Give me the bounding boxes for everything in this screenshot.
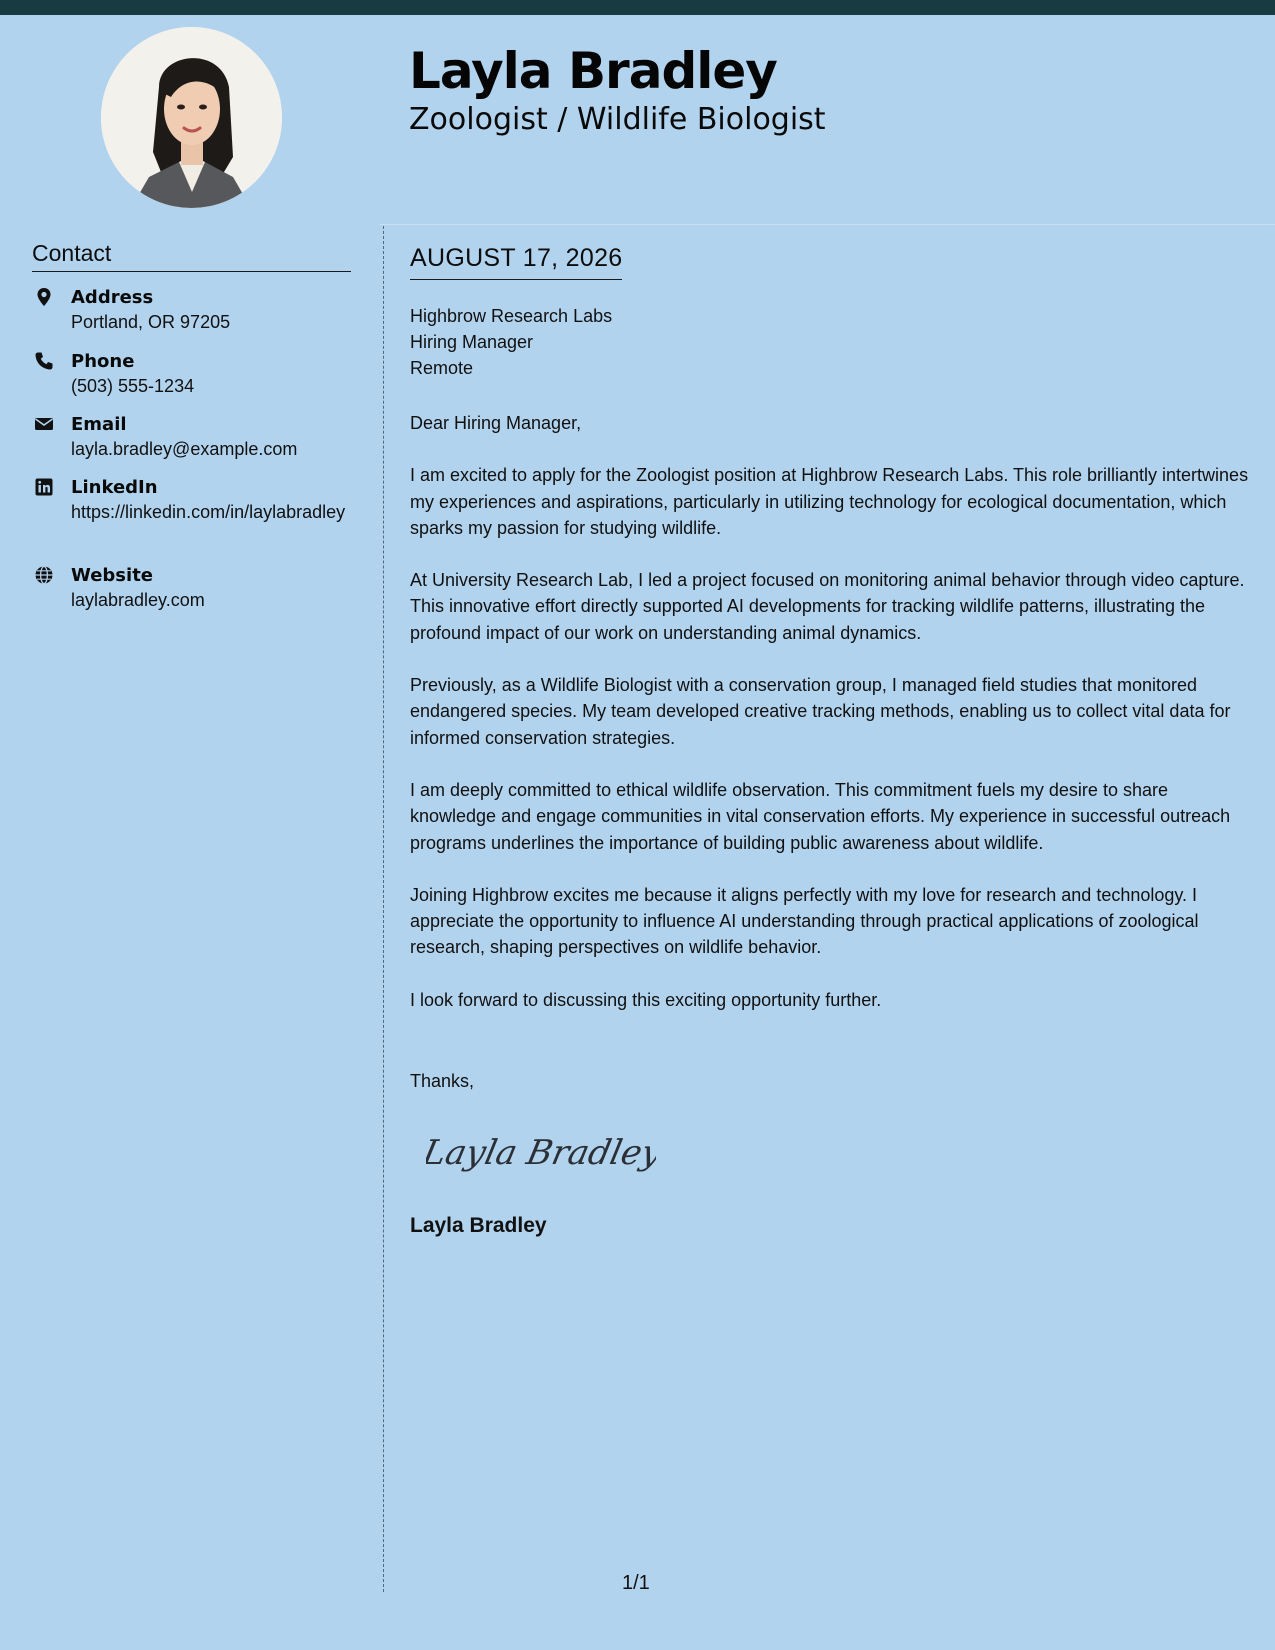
contact-label: Email <box>71 414 127 435</box>
contact-website <box>32 563 362 613</box>
column-divider <box>383 226 384 1592</box>
signed-name: Layla Bradley <box>410 1214 547 1237</box>
letter-paragraph: Joining Highbrow excites me because it aligns perfectly with my love for research and technology. I appreciate the opportunity to influence AI understanding through practical applications of zoological research, shaping perspectives on wildlife behavior. <box>410 884 1199 958</box>
letter-paragraph: Previously, as a Wildlife Biologist with a conservation group, I managed field studies that monitored endangered species. My team developed creative tracking methods, enabling us to collect vital data for informed conservation strategies. <box>410 675 1231 748</box>
contact-value[interactable]: layla.bradley@example.com <box>71 439 298 459</box>
letter-date: AUGUST 17, 2026 <box>410 244 622 280</box>
contact-value: Portland, OR 97205 <box>71 312 231 332</box>
contact-value[interactable]: https://linkedin.com/in/laylabradley <box>71 502 346 522</box>
letter-paragraph: At University Research Lab, I led a project focused on monitoring animal behavior through video capture. This innovative effort directly supported AI developments for tracking wildlife patterns, illustrating the profound impact of our work on understanding animal dynamics. <box>410 570 1245 643</box>
letter-paragraph: I look forward to discussing this exciting opportunity further. <box>410 989 882 1010</box>
contact-value: (503) 555-1234 <box>71 376 195 396</box>
contact-label: Phone <box>71 351 135 372</box>
contact-linkedin <box>32 475 362 525</box>
candidate-name: Layla Bradley <box>409 42 777 100</box>
phone-icon <box>34 351 54 371</box>
recipient-role: Hiring Manager <box>410 332 534 352</box>
handwritten-signature <box>426 1122 656 1187</box>
contact-label: LinkedIn <box>71 477 158 498</box>
letter-body <box>410 410 1252 1039</box>
svg-text:Layla Bradley: Layla Bradley <box>426 1133 656 1173</box>
envelope-icon <box>34 414 54 434</box>
salutation: Dear Hiring Manager, <box>410 413 582 433</box>
globe-icon <box>34 565 54 585</box>
recipient-company: Highbrow Research Labs <box>410 306 613 326</box>
contact-heading: Contact <box>32 240 351 272</box>
profile-photo <box>101 27 282 208</box>
letter-paragraph: I am excited to apply for the Zoologist position at Highbrow Research Labs. This role brilliantly intertwines my experiences and aspirations, particularly in utilizing technology for ecological documentation, which sparks my passion for studying wildlife. <box>410 465 1249 538</box>
contact-value[interactable]: laylabradley.com <box>71 590 205 610</box>
contact-email <box>32 412 362 462</box>
header-divider <box>380 224 1275 225</box>
contact-label: Website <box>71 565 154 586</box>
letter-paragraph: I am deeply committed to ethical wildlife observation. This commitment fuels my desire to share knowledge and engage communities in vital conservation efforts. My experience in successful outreach programs underlines the importance of building public awareness about wildlife. <box>410 779 1231 853</box>
candidate-title: Zoologist / Wildlife Biologist <box>409 102 826 137</box>
recipient-block <box>410 303 612 381</box>
recipient-location: Remote <box>410 358 474 378</box>
contact-phone <box>32 349 362 399</box>
closing: Thanks, <box>410 1071 475 1091</box>
contact-address <box>32 285 362 335</box>
contact-label: Address <box>71 287 154 308</box>
map-pin-icon <box>34 287 54 307</box>
linkedin-icon <box>34 477 54 497</box>
top-accent-bar <box>0 0 1275 15</box>
page-number: 1/1 <box>622 1572 650 1594</box>
